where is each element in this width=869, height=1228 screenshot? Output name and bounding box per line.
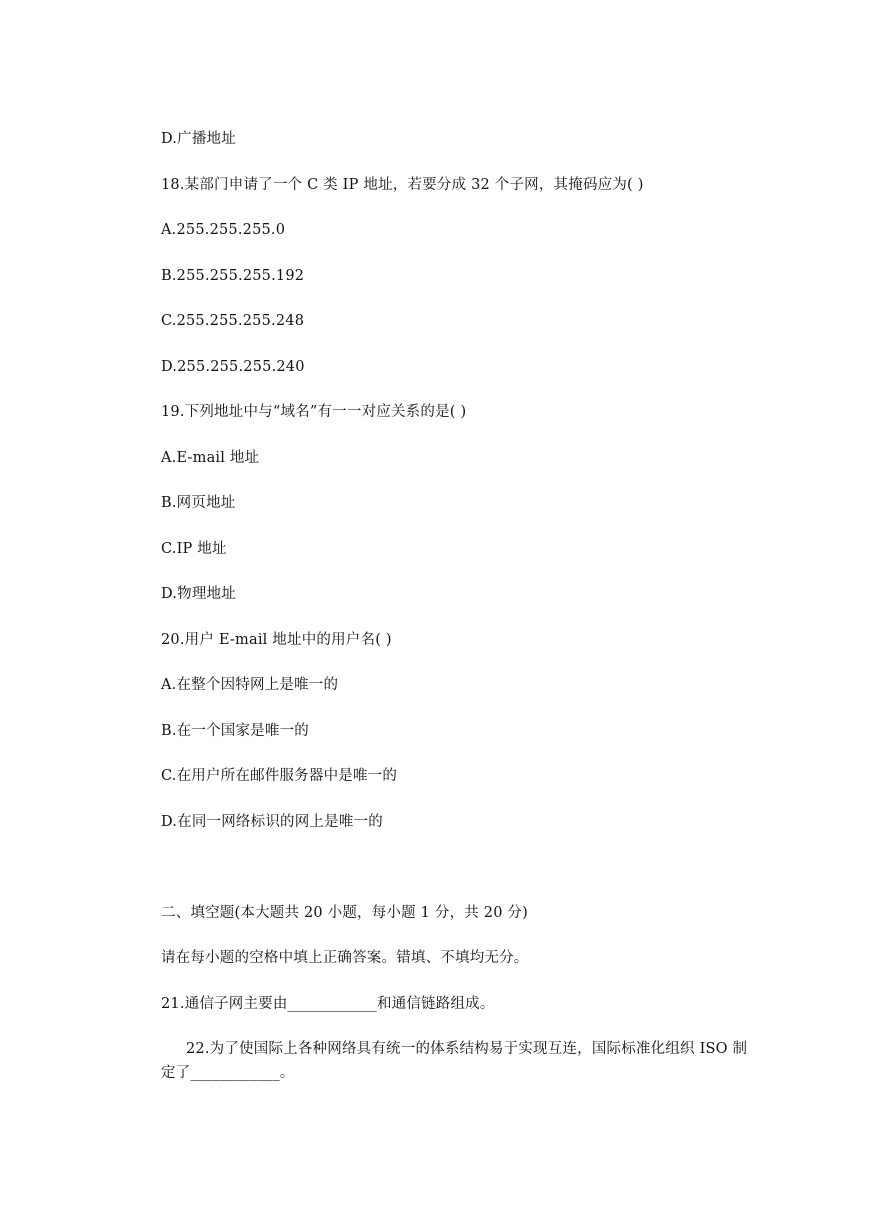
option-20b: B.在一个国家是唯一的 bbox=[161, 723, 309, 739]
option-19c: C.IP 地址 bbox=[161, 541, 227, 557]
option-20a: A.在整个因特网上是唯一的 bbox=[161, 677, 339, 693]
option-18a: A.255.255.255.0 bbox=[161, 222, 286, 238]
option-17d: D.广播地址 bbox=[161, 131, 236, 147]
question-21: 21.通信子网主要由____________和通信链路组成。 bbox=[161, 996, 495, 1012]
question-22-line-2: 定了____________。 bbox=[161, 1065, 295, 1081]
option-18b: B.255.255.255.192 bbox=[161, 268, 305, 284]
section-heading: 二、填空题(本大题共 20 小题，每小题 1 分，共 20 分) bbox=[161, 905, 528, 921]
option-19b: B.网页地址 bbox=[161, 495, 236, 511]
option-20d: D.在同一网络标识的网上是唯一的 bbox=[161, 814, 383, 830]
option-18c: C.255.255.255.248 bbox=[161, 313, 305, 329]
question-20: 20.用户 E-mail 地址中的用户名( ) bbox=[161, 632, 392, 648]
section-instructions: 请在每小题的空格中填上正确答案。错填、不填均无分。 bbox=[161, 950, 529, 966]
option-20c: C.在用户所在邮件服务器中是唯一的 bbox=[161, 768, 398, 784]
option-19d: D.物理地址 bbox=[161, 586, 236, 602]
question-22-line-1: 22.为了使国际上各种网络具有统一的体系结构易于实现互连，国际标准化组织 ISO 制 bbox=[186, 1041, 748, 1057]
question-18: 18.某部门申请了一个 C 类 IP 地址，若要分成 32 个子网，其掩码应为( ) bbox=[161, 177, 644, 193]
question-19: 19.下列地址中与“域名”有一一对应关系的是( ) bbox=[161, 404, 467, 420]
option-18d: D.255.255.255.240 bbox=[161, 359, 305, 375]
option-19a: A.E-mail 地址 bbox=[161, 450, 260, 466]
